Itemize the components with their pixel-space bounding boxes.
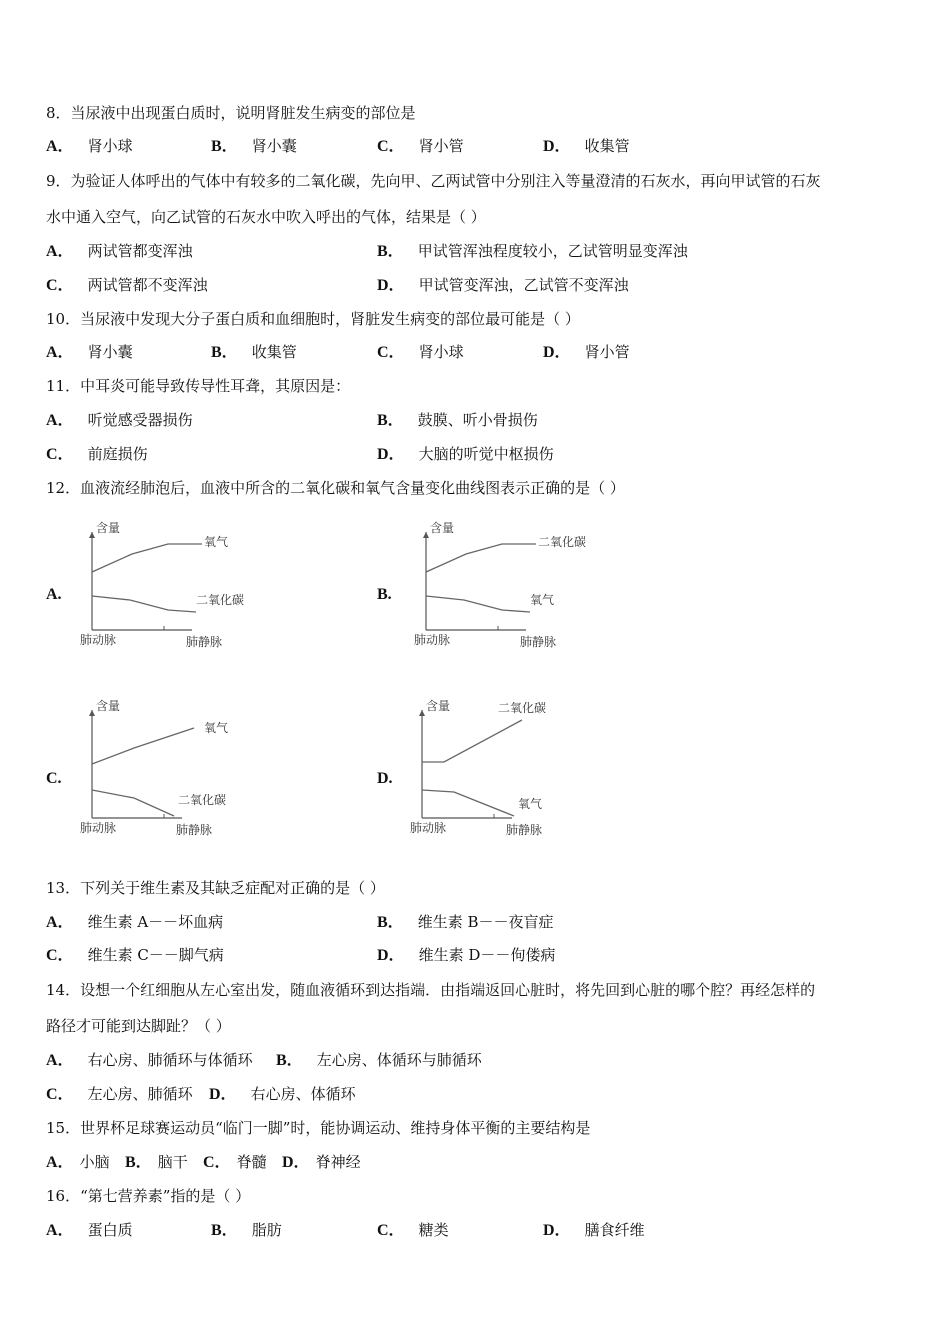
lower-curve (422, 790, 514, 816)
option-text: 右心房、体循环 (250, 1085, 356, 1103)
lower-curve (426, 596, 530, 612)
option-text: 肾小管 (418, 137, 464, 155)
q8-option-c[interactable] (377, 136, 464, 157)
q15-option-d[interactable] (282, 1152, 361, 1173)
option-label: B． (377, 243, 404, 260)
chart-a (74, 518, 294, 653)
option-label: C． (377, 138, 405, 155)
q9-option-a[interactable] (46, 241, 193, 262)
option-text: 维生素 C－－脚气病 (87, 946, 224, 964)
option-label: C． (46, 446, 74, 463)
option-label: B． (377, 914, 404, 931)
q14-option-d[interactable] (209, 1084, 356, 1105)
option-text: 右心房、肺循环与体循环 (87, 1051, 253, 1069)
option-label: C． (46, 1086, 74, 1103)
option-label: B． (377, 412, 404, 429)
option-label: D． (282, 1154, 310, 1171)
upper-curve (422, 720, 522, 762)
option-text: 肾小球 (418, 343, 464, 361)
q10-option-a[interactable] (46, 342, 133, 363)
q13-option-a[interactable] (46, 912, 223, 933)
option-label: D． (543, 138, 571, 155)
option-label: A． (46, 243, 74, 260)
lower-curve (92, 596, 196, 612)
q15-option-c[interactable] (203, 1152, 267, 1173)
q9-option-c[interactable] (46, 275, 208, 296)
option-text: 肾小囊 (251, 137, 297, 155)
option-text: 脊髓 (236, 1153, 267, 1171)
q15-stem: 15．世界杯足球赛运动员“临门一脚”时，能协调运动、维持身体平衡的主要结构是 (46, 1119, 591, 1137)
q11-option-b[interactable] (377, 410, 538, 431)
chart-c (74, 696, 294, 846)
x-axis-end-label: 肺静脉 (520, 635, 557, 649)
option-text: 脑干 (157, 1153, 188, 1171)
x-axis-end-label: 肺静脉 (176, 823, 213, 837)
q16-option-b[interactable] (211, 1220, 282, 1241)
q14-option-a[interactable] (46, 1050, 253, 1071)
q10-option-c[interactable] (377, 342, 464, 363)
x-axis-start-label: 肺动脉 (414, 633, 451, 647)
option-text: 肾小球 (87, 137, 133, 155)
y-axis-label: 含量 (426, 699, 451, 713)
q14-stem-line1: 14．设想一个红细胞从左心室出发，随血液循环到达指端．由指端返回心脏时，将先回到心脏的哪个腔？再经怎样的 (46, 981, 816, 999)
x-axis-end-label: 肺静脉 (186, 635, 223, 649)
q16-option-a[interactable] (46, 1220, 133, 1241)
q16-stem: 16．“第七营养素”指的是（ ） (46, 1187, 251, 1205)
option-text: 脊神经 (315, 1153, 361, 1171)
y-axis-arrow-icon (89, 710, 95, 716)
lower-curve-label: 二氧化碳 (196, 593, 245, 607)
q9-stem-line2: 水中通入空气，向乙试管的石灰水中吹入呼出的气体，结果是（ ） (46, 208, 486, 226)
option-text: 两试管都变浑浊 (87, 242, 193, 260)
x-axis-start-label: 肺动脉 (80, 633, 117, 647)
chart-d-label[interactable]: D. (377, 770, 393, 787)
option-label: A． (46, 1154, 74, 1171)
option-text: 前庭损伤 (87, 445, 148, 463)
q8-option-a[interactable] (46, 136, 133, 157)
lower-curve-label: 二氧化碳 (178, 793, 227, 807)
y-axis-arrow-icon (89, 532, 95, 538)
option-label: A． (46, 412, 74, 429)
upper-curve (92, 544, 202, 572)
y-axis-arrow-icon (419, 710, 425, 716)
option-label: C． (203, 1154, 231, 1171)
option-label: A． (46, 1052, 74, 1069)
option-label: B． (211, 344, 238, 361)
chart-c-label[interactable]: C. (46, 770, 62, 787)
option-text: 左心房、体循环与肺循环 (316, 1051, 482, 1069)
q15-option-b[interactable] (125, 1152, 188, 1173)
option-label: B． (211, 138, 238, 155)
option-label: B． (211, 1222, 238, 1239)
option-label: D． (377, 277, 405, 294)
upper-curve-label: 氧气 (204, 535, 229, 549)
option-text: 左心房、肺循环 (87, 1085, 193, 1103)
option-label: A． (46, 344, 74, 361)
option-text: 大脑的听觉中枢损伤 (418, 445, 554, 463)
option-text: 维生素 D－－佝偻病 (418, 946, 556, 964)
q8-stem: 8．当尿液中出现蛋白质时，说明肾脏发生病变的部位是 (46, 104, 416, 122)
option-label: A． (46, 1222, 74, 1239)
option-text: 维生素 B－－夜盲症 (417, 913, 554, 931)
x-axis-start-label: 肺动脉 (80, 821, 117, 835)
q16-option-d[interactable] (543, 1220, 645, 1241)
q15-option-a[interactable] (46, 1152, 110, 1173)
option-text: 听觉感受器损伤 (87, 411, 193, 429)
y-axis-label: 含量 (96, 699, 121, 713)
q12-stem: 12．血液流经肺泡后，血液中所含的二氧化碳和氧气含量变化曲线图表示正确的是（ ） (46, 479, 625, 497)
option-text: 甲试管变浑浊，乙试管不变浑浊 (418, 276, 629, 294)
option-label: A． (46, 914, 74, 931)
q10-option-b[interactable] (211, 342, 297, 363)
q9-option-b[interactable] (377, 241, 688, 262)
option-label: A． (46, 138, 74, 155)
option-label: C． (46, 947, 74, 964)
option-text: 小脑 (79, 1153, 110, 1171)
q11-stem: 11．中耳炎可能导致传导性耳聋，其原因是： (46, 377, 351, 395)
q9-stem-line1: 9．为验证人体呼出的气体中有较多的二氧化碳，先向甲、乙两试管中分别注入等量澄清的石灰水，再向甲试管的石灰 (46, 172, 821, 190)
option-label: B． (276, 1052, 303, 1069)
chart-b (408, 518, 628, 653)
q13-option-c[interactable] (46, 945, 224, 966)
upper-curve (426, 544, 536, 572)
q13-option-d[interactable] (377, 945, 555, 966)
upper-curve-label: 氧气 (204, 721, 229, 735)
option-text: 膳食纤维 (584, 1221, 645, 1239)
y-axis-label: 含量 (96, 521, 121, 535)
q11-option-d[interactable] (377, 444, 554, 465)
q16-option-c[interactable] (377, 1220, 449, 1241)
option-label: C． (46, 277, 74, 294)
lower-curve-label: 氧气 (518, 797, 543, 811)
q14-option-c[interactable] (46, 1084, 193, 1105)
option-text: 收集管 (584, 137, 630, 155)
lower-curve (92, 790, 174, 816)
q10-stem: 10．当尿液中发现大分子蛋白质和血细胞时，肾脏发生病变的部位最可能是（ ） (46, 310, 580, 328)
q14-stem-line2: 路径才可能到达脚趾？（ ） (46, 1017, 231, 1035)
q8-option-d[interactable] (543, 136, 630, 157)
q11-option-a[interactable] (46, 410, 193, 431)
option-text: 糖类 (418, 1221, 449, 1239)
chart-a-label[interactable]: A. (46, 586, 62, 603)
x-axis-end-label: 肺静脉 (506, 823, 543, 837)
option-text: 肾小管 (584, 343, 630, 361)
option-label: C． (377, 344, 405, 361)
option-label: C． (377, 1222, 405, 1239)
option-label: B． (125, 1154, 152, 1171)
q11-option-c[interactable] (46, 444, 148, 465)
y-axis-label: 含量 (430, 521, 455, 535)
q10-option-d[interactable] (543, 342, 630, 363)
option-label: D． (543, 344, 571, 361)
chart-b-label[interactable]: B. (377, 586, 392, 603)
option-label: D． (377, 446, 405, 463)
q9-option-d[interactable] (377, 275, 629, 296)
option-text: 甲试管浑浊程度较小，乙试管明显变浑浊 (417, 242, 688, 260)
option-text: 两试管都不变浑浊 (87, 276, 208, 294)
q13-stem: 13．下列关于维生素及其缺乏症配对正确的是（ ） (46, 879, 385, 897)
option-text: 肾小囊 (87, 343, 133, 361)
option-text: 鼓膜、听小骨损伤 (417, 411, 538, 429)
option-text: 蛋白质 (87, 1221, 133, 1239)
option-label: D． (543, 1222, 571, 1239)
upper-curve (92, 728, 194, 764)
upper-curve-label: 二氧化碳 (538, 535, 587, 549)
option-text: 维生素 A－－坏血病 (87, 913, 224, 931)
q8-option-b[interactable] (211, 136, 297, 157)
q14-option-b[interactable] (276, 1050, 482, 1071)
option-text: 脂肪 (251, 1221, 282, 1239)
upper-curve-label: 二氧化碳 (498, 701, 547, 715)
option-text: 收集管 (251, 343, 297, 361)
q13-option-b[interactable] (377, 912, 553, 933)
lower-curve-label: 氧气 (530, 593, 555, 607)
chart-d (404, 696, 624, 846)
x-axis-start-label: 肺动脉 (410, 821, 447, 835)
option-label: D． (209, 1086, 237, 1103)
y-axis-arrow-icon (423, 532, 429, 538)
option-label: D． (377, 947, 405, 964)
